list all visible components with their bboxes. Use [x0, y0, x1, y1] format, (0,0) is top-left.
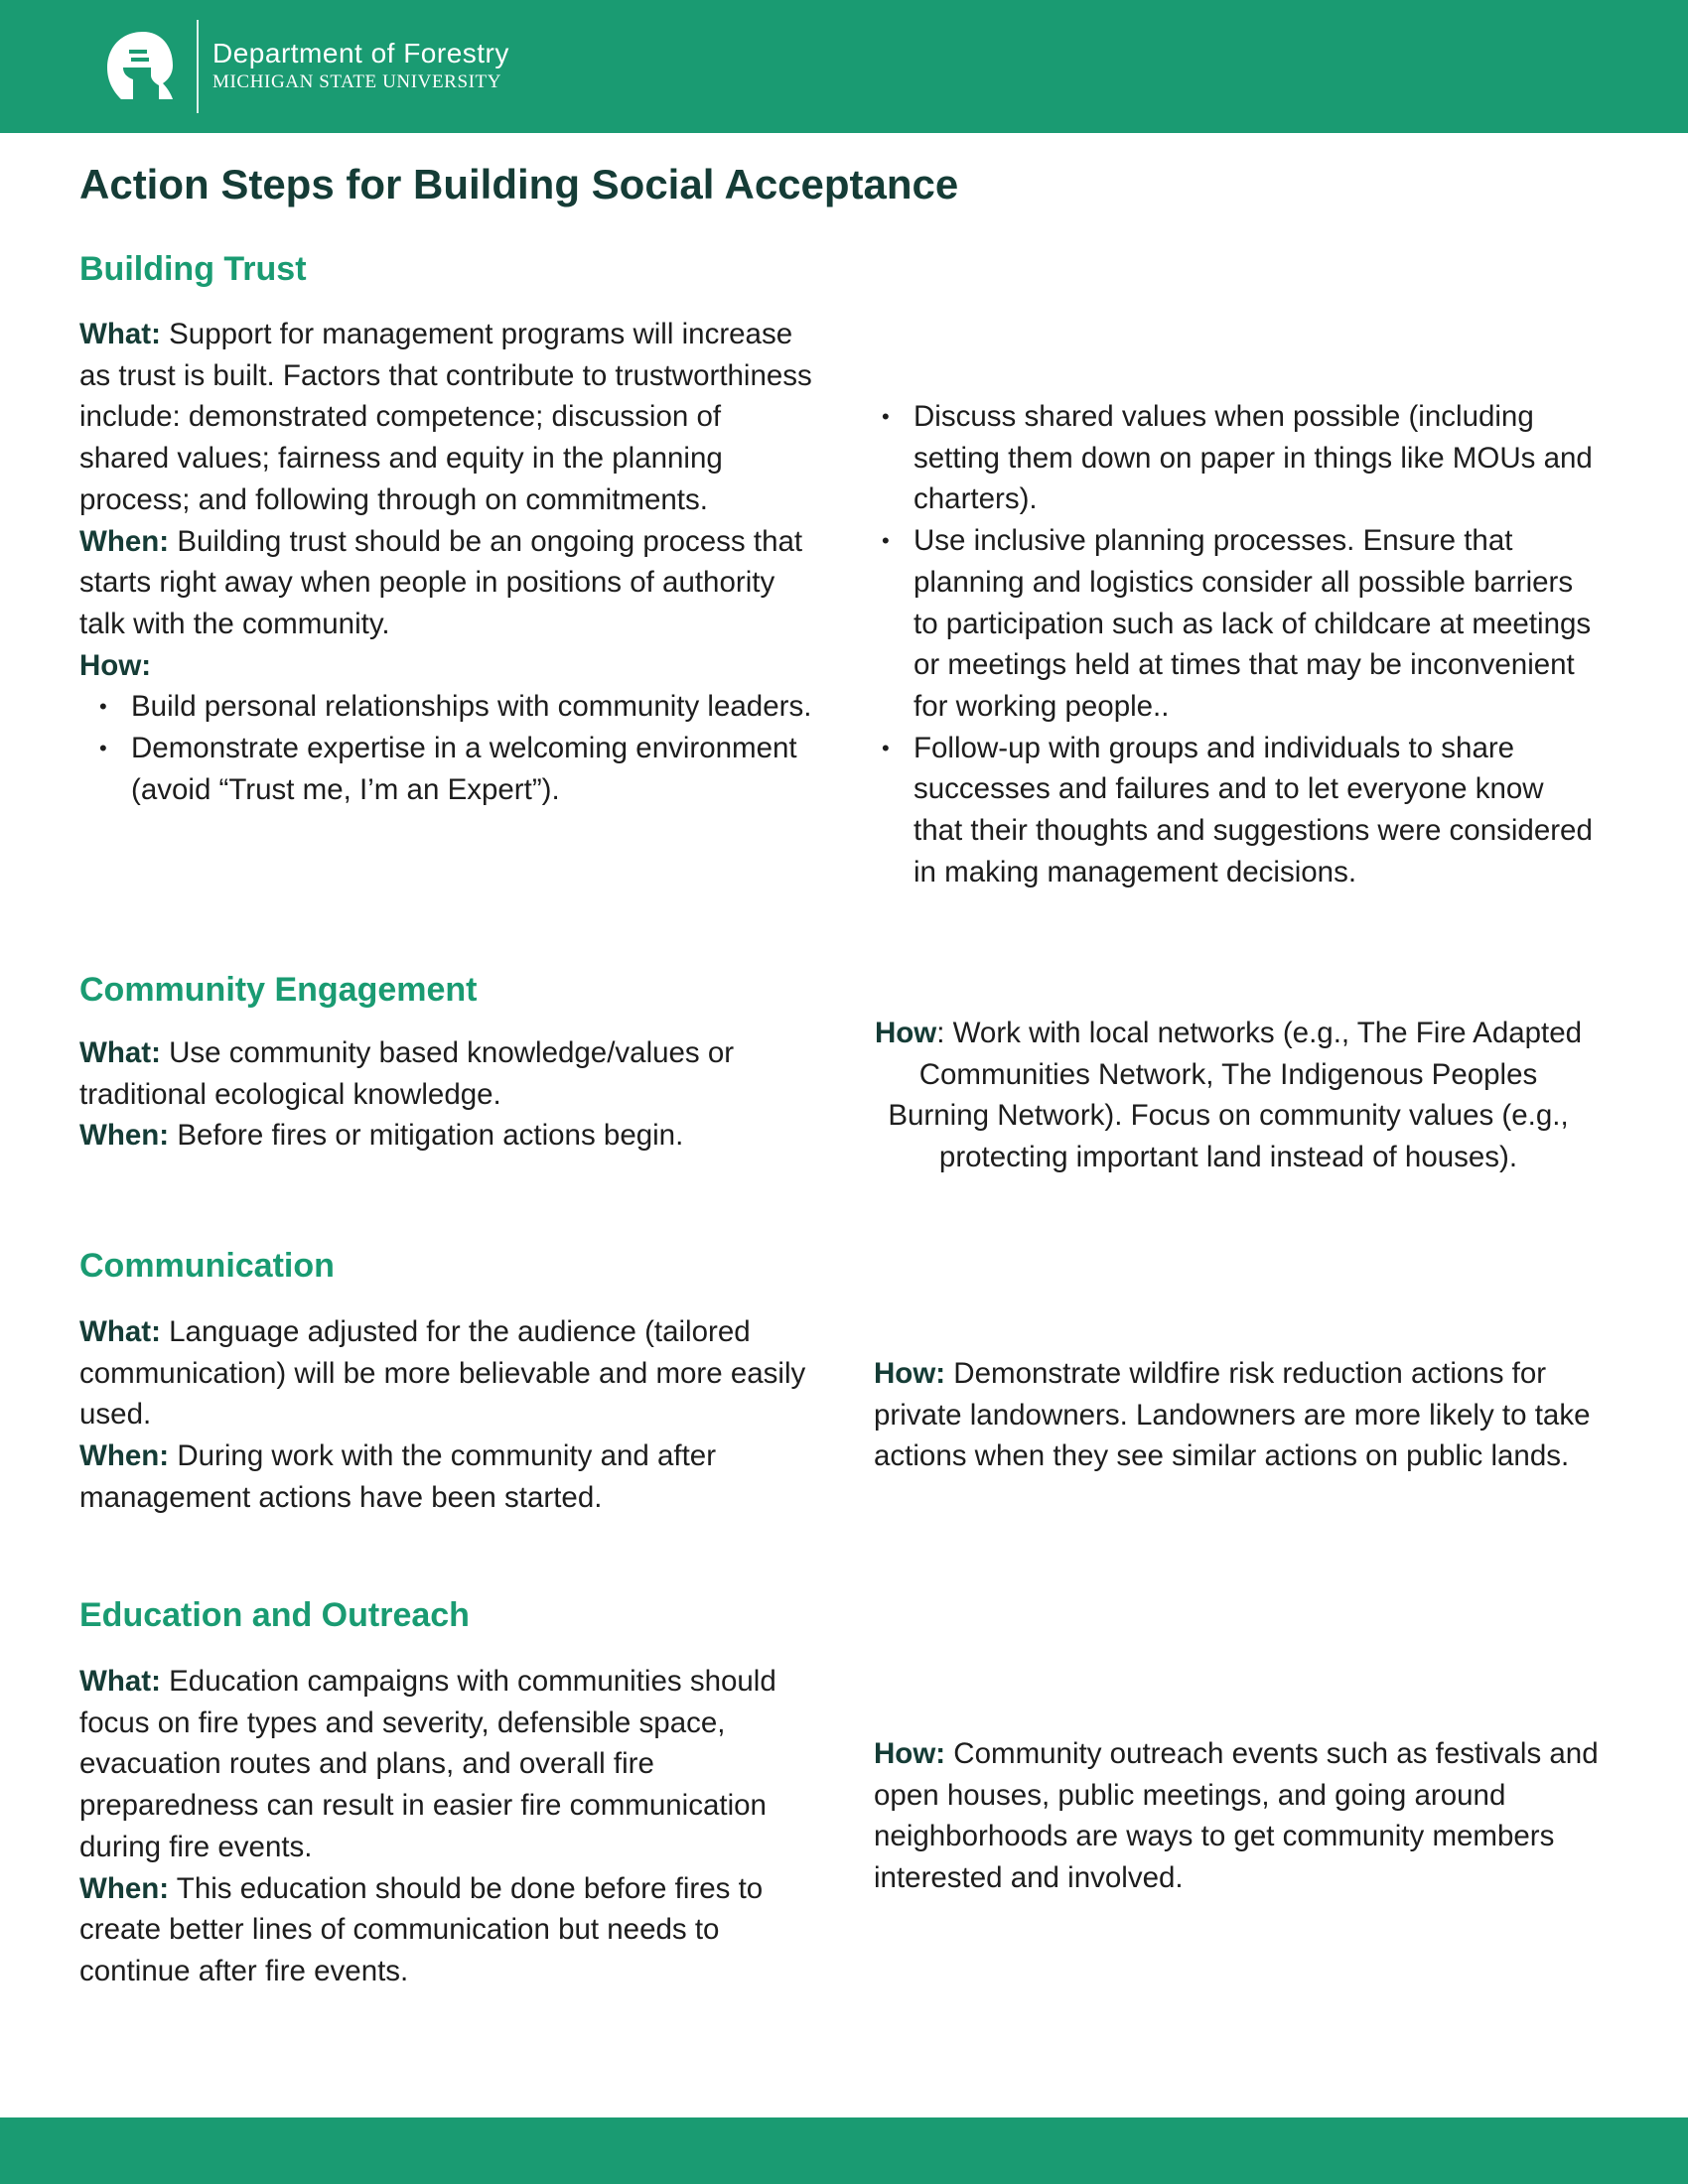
engagement-how-text: : Work with local networks (e.g., The Fire Adapted Communities Network, The Indigenous Peoples Burning Network). Focus on community values (e.g., protecting important land instead of houses).: [888, 1017, 1583, 1174]
footer-band: [0, 2117, 1688, 2184]
list-item: • Use inclusive planning processes. Ensure that planning and logistics consider all possible barriers to participation such as lack of childcare at meetings or meetings held at times that may be inconvenient for working people..: [862, 520, 1597, 728]
communication-when-paragraph: [79, 1435, 814, 1518]
education-how-paragraph: [874, 1733, 1609, 1899]
spartan-helmet-logo: [103, 28, 181, 107]
education-when-text: This education should be done before fires to create better lines of communication but needs to continue after fire events.: [79, 1871, 764, 1987]
section-heading-community-engagement: Community Engagement: [79, 971, 478, 1009]
what-label: What:: [79, 1315, 161, 1348]
what-label: What:: [79, 318, 161, 350]
engagement-what-text: Use community based knowledge/values or traditional ecological knowledge.: [79, 1036, 735, 1111]
how-label: How:: [79, 648, 152, 682]
building-trust-left-column: [79, 314, 814, 810]
university-name: MICHIGAN STATE UNIVERSITY: [212, 71, 502, 92]
when-label: When:: [79, 524, 170, 558]
trust-how-paragraph: [79, 645, 814, 687]
communication-left-column: [79, 1311, 814, 1519]
section-heading-building-trust: Building Trust: [79, 250, 307, 288]
engagement-when-text: Before fires or mitigation actions begin.: [177, 1119, 684, 1153]
engagement-how-paragraph: [874, 1013, 1583, 1178]
how-label: How:: [874, 1737, 946, 1770]
building-trust-right-column: [862, 396, 1597, 892]
department-name: Department of Forestry: [212, 38, 509, 68]
communication-what-text: Language adjusted for the audience (tailored communication) will be more believable and more easily used.: [79, 1315, 806, 1432]
education-what-text: Education campaigns with communities should focus on fire types and severity, defensible space, evacuation routes and plans, and overall fire preparedness can result in easier fire communication during fire events.: [79, 1665, 776, 1863]
when-label: When:: [79, 1119, 170, 1153]
communication-what-paragraph: [79, 1311, 814, 1435]
header-band: [0, 0, 1688, 133]
trust-what-paragraph: [79, 314, 814, 521]
spartan-helmet-icon: [103, 28, 181, 107]
communication-right-column: [874, 1353, 1609, 1477]
engagement-when-paragraph: [79, 1115, 814, 1157]
when-label: When:: [79, 1439, 170, 1473]
list-item: • Build personal relationships with community leaders.: [79, 686, 814, 728]
trust-when-text: Building trust should be an ongoing process that starts right away when people in positions of authority talk with the community.: [79, 524, 803, 640]
list-item: • Follow-up with groups and individuals to share successes and failures and to let everyone know that their thoughts and suggestions were considered in making management decisions.: [862, 728, 1597, 893]
community-engagement-left-column: [79, 1032, 814, 1157]
logo-divider: [197, 20, 199, 113]
communication-when-text: During work with the community and after management actions have been started.: [79, 1439, 717, 1514]
community-engagement-right-column: [874, 1013, 1583, 1178]
trust-what-text: Support for management programs will increase as trust is built. Factors that contribute to trustworthiness include: demonstrated competence; discussion of shared values; fairness and equity in the planning process; and following through on commitments.: [79, 318, 812, 516]
list-item: • Demonstrate expertise in a welcoming environment (avoid “Trust me, I’m an Expert”).: [79, 728, 814, 810]
how-label: How: [874, 1017, 937, 1049]
trust-when-paragraph: [79, 521, 814, 645]
what-label: What:: [79, 1036, 161, 1069]
education-left-column: [79, 1661, 814, 1992]
section-heading-education-outreach: Education and Outreach: [79, 1596, 470, 1634]
list-item: • Discuss shared values when possible (including setting them down on paper in things like MOUs and charters).: [862, 396, 1597, 520]
trust-how-list-left: [79, 686, 814, 810]
communication-how-paragraph: [874, 1353, 1609, 1477]
what-label: What:: [79, 1665, 161, 1698]
page-title: Action Steps for Building Social Acceptance: [79, 161, 959, 207]
education-how-text: Community outreach events such as festivals and open houses, public meetings, and going around neighborhoods are ways to get community members interested and involved.: [874, 1737, 1599, 1895]
communication-how-text: Demonstrate wildfire risk reduction actions for private landowners. Landowners are more likely to take actions when they see similar actions on public lands.: [874, 1357, 1591, 1473]
how-label: How:: [874, 1357, 946, 1390]
education-right-column: [874, 1733, 1609, 1899]
trust-how-list-right: [862, 396, 1597, 892]
section-heading-communication: Communication: [79, 1247, 335, 1285]
when-label: When:: [79, 1871, 170, 1905]
education-when-paragraph: [79, 1868, 814, 1992]
education-what-paragraph: [79, 1661, 814, 1868]
engagement-what-paragraph: [79, 1032, 814, 1115]
